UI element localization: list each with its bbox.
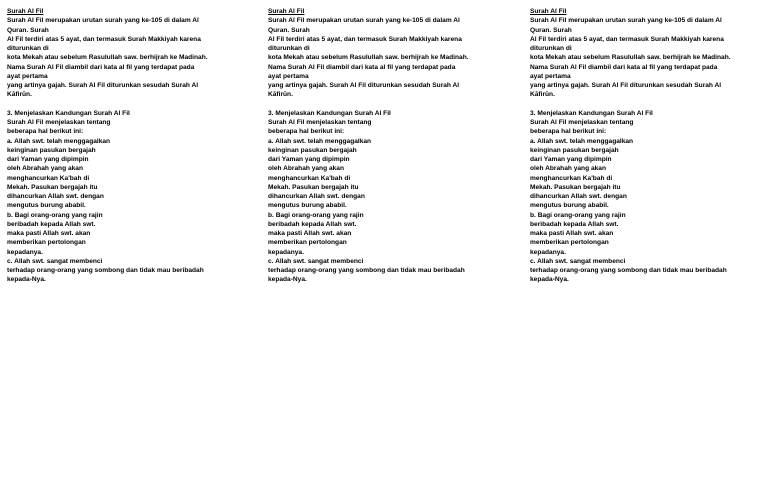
paragraph-1-line: ayat pertama [530, 72, 571, 80]
paragraph-1-line: ayat pertama [7, 72, 48, 80]
paragraph-2-line: b. Bagi orang-orang yang rajin [268, 211, 364, 219]
paragraph-2-line: memberikan pertolongan [530, 239, 609, 247]
text-column-1 [7, 7, 243, 285]
paragraph-gap [7, 100, 243, 109]
paragraph-2-line: b. Bagi orang-orang yang rajin [7, 211, 103, 219]
paragraph-gap [530, 100, 766, 109]
paragraph-1-line: Surah Al Fil merupakan urutan surah yang ke-105 di dalam Al [268, 17, 460, 25]
paragraph-2-line: dihancurkan Allah swt. dengan [530, 193, 627, 200]
paragraph-1-line: diturunkan di [7, 45, 49, 52]
paragraph-2-line: terhadap orang-orang yang sombong dan tidak mau beribadah [268, 267, 465, 274]
document-title: Surah Al Fil [268, 8, 305, 15]
paragraph-2-line: oleh Abrahah yang akan [7, 165, 83, 173]
paragraph-1-line: Surah Al Fil merupakan urutan surah yang ke-105 di dalam Al [7, 17, 199, 25]
paragraph-2-line: maka pasti Allah swt. akan [268, 230, 352, 237]
paragraph-2-line: menghancurkan Ka'bah di [530, 174, 613, 182]
paragraph-2-line: a. Allah swt. telah menggagalkan [7, 137, 111, 145]
paragraph-2-line: Mekah. Pasukan bergajah itu [530, 183, 621, 191]
paragraph-2-line: Surah Al Fil menjelaskan tentang [7, 119, 111, 126]
paragraph-2-line: keinginan pasukan bergajah [7, 146, 96, 154]
paragraph-2-line: beberapa hal berikut ini: [530, 128, 607, 136]
paragraph-2-line: kepadanya. [268, 248, 304, 256]
paragraph-2-line: c. Allah swt. sangat membenci [530, 257, 626, 265]
paragraph-1-line: Quran. Surah [7, 26, 49, 34]
paragraph-2-line: beribadah kepada Allah swt. [530, 220, 619, 228]
paragraph-2-line: terhadap orang-orang yang sombong dan tidak mau beribadah [530, 267, 727, 274]
paragraph-1-line: Nama Surah Al Fil diambil dari kata al fil yang terdapat pada [530, 63, 718, 71]
paragraph-2-line: beberapa hal berikut ini: [268, 128, 345, 136]
paragraph-2-line: dari Yaman yang dipimpin [268, 156, 350, 163]
paragraph-2-line: mengutus burung ababil. [268, 202, 347, 210]
paragraph-1-line: diturunkan di [268, 45, 310, 52]
paragraph-1-line: kota Mekah atau sebelum Rasulullah saw. berhijrah ke Madinah. [268, 54, 469, 62]
paragraph-2-line: c. Allah swt. sangat membenci [268, 257, 364, 265]
paragraph-2-line: kepada-Nya. [7, 276, 46, 284]
paragraph-2-line: dari Yaman yang dipimpin [530, 156, 612, 163]
paragraph-2-line: a. Allah swt. telah menggagalkan [530, 137, 634, 145]
paragraph-gap [268, 100, 504, 109]
paragraph-2-line: Surah Al Fil menjelaskan tentang [268, 119, 372, 126]
paragraph-2-line: dihancurkan Allah swt. dengan [268, 193, 365, 200]
paragraph-1-line: yang artinya gajah. Surah Al Fil diturunkan sesudah Surah Al [7, 82, 199, 89]
paragraph-2-line: keinginan pasukan bergajah [530, 146, 619, 154]
section-heading: 3. Menjelaskan Kandungan Surah Al Fil [268, 109, 391, 117]
paragraph-2-line: dari Yaman yang dipimpin [7, 156, 89, 163]
paragraph-2-line: memberikan pertolongan [7, 239, 86, 247]
paragraph-1-line: yang artinya gajah. Surah Al Fil diturunkan sesudah Surah Al [268, 82, 460, 89]
paragraph-2-line: Mekah. Pasukan bergajah itu [7, 183, 98, 191]
paragraph-2-line: b. Bagi orang-orang yang rajin [530, 211, 626, 219]
paragraph-2-line: beberapa hal berikut ini: [7, 128, 84, 136]
paragraph-2-line: menghancurkan Ka'bah di [7, 174, 90, 182]
paragraph-1-line: yang artinya gajah. Surah Al Fil diturunkan sesudah Surah Al [530, 82, 722, 89]
paragraph-2-line: oleh Abrahah yang akan [530, 165, 606, 173]
paragraph-1-line: Al Fil terdiri atas 5 ayat, dan termasuk Surah Makkiyah karena [530, 35, 724, 43]
paragraph-1-line: Kāfirūn. [7, 91, 32, 99]
paragraph-2-line: Surah Al Fil menjelaskan tentang [530, 119, 634, 126]
paragraph-2-line: Mekah. Pasukan bergajah itu [268, 183, 359, 191]
paragraph-1-line: ayat pertama [268, 72, 309, 80]
paragraph-1-line: Al Fil terdiri atas 5 ayat, dan termasuk Surah Makkiyah karena [7, 35, 201, 43]
paragraph-2-line: dihancurkan Allah swt. dengan [7, 193, 104, 200]
paragraph-1-line: kota Mekah atau sebelum Rasulullah saw. berhijrah ke Madinah. [530, 54, 731, 62]
paragraph-2-line: mengutus burung ababil. [530, 202, 609, 210]
paragraph-2-line: kepadanya. [7, 248, 43, 256]
section-heading: 3. Menjelaskan Kandungan Surah Al Fil [530, 109, 653, 117]
paragraph-1-line: kota Mekah atau sebelum Rasulullah saw. berhijrah ke Madinah. [7, 54, 208, 62]
paragraph-1-line: Kāfirūn. [530, 91, 555, 99]
text-column-2 [268, 7, 504, 285]
section-heading: 3. Menjelaskan Kandungan Surah Al Fil [7, 109, 130, 117]
paragraph-2-line: maka pasti Allah swt. akan [7, 230, 91, 237]
paragraph-1-line: Quran. Surah [530, 26, 572, 34]
paragraph-1-line: diturunkan di [530, 45, 572, 52]
text-column-3 [530, 7, 766, 285]
paragraph-2-line: maka pasti Allah swt. akan [530, 230, 614, 237]
paragraph-2-line: kepadanya. [530, 248, 566, 256]
paragraph-2-line: memberikan pertolongan [268, 239, 347, 247]
paragraph-2-line: kepada-Nya. [268, 276, 307, 284]
paragraph-1-line: Nama Surah Al Fil diambil dari kata al fil yang terdapat pada [268, 63, 456, 71]
paragraph-1-line: Nama Surah Al Fil diambil dari kata al fil yang terdapat pada [7, 63, 195, 71]
paragraph-2-line: menghancurkan Ka'bah di [268, 174, 351, 182]
paragraph-2-line: kepada-Nya. [530, 276, 569, 284]
paragraph-1-line: Al Fil terdiri atas 5 ayat, dan termasuk Surah Makkiyah karena [268, 35, 462, 43]
paragraph-2-line: c. Allah swt. sangat membenci [7, 257, 103, 265]
paragraph-2-line: oleh Abrahah yang akan [268, 165, 344, 173]
paragraph-2-line: mengutus burung ababil. [7, 202, 86, 210]
paragraph-1-line: Kāfirūn. [268, 91, 293, 99]
paragraph-2-line: keinginan pasukan bergajah [268, 146, 357, 154]
paragraph-1-line: Quran. Surah [268, 26, 310, 34]
paragraph-2-line: terhadap orang-orang yang sombong dan tidak mau beribadah [7, 267, 204, 274]
paragraph-2-line: beribadah kepada Allah swt. [7, 220, 96, 228]
document-title: Surah Al Fil [7, 8, 44, 15]
document-title: Surah Al Fil [530, 8, 567, 15]
paragraph-1-line: Surah Al Fil merupakan urutan surah yang ke-105 di dalam Al [530, 17, 722, 25]
paragraph-2-line: beribadah kepada Allah swt. [268, 220, 357, 228]
paragraph-2-line: a. Allah swt. telah menggagalkan [268, 137, 372, 145]
